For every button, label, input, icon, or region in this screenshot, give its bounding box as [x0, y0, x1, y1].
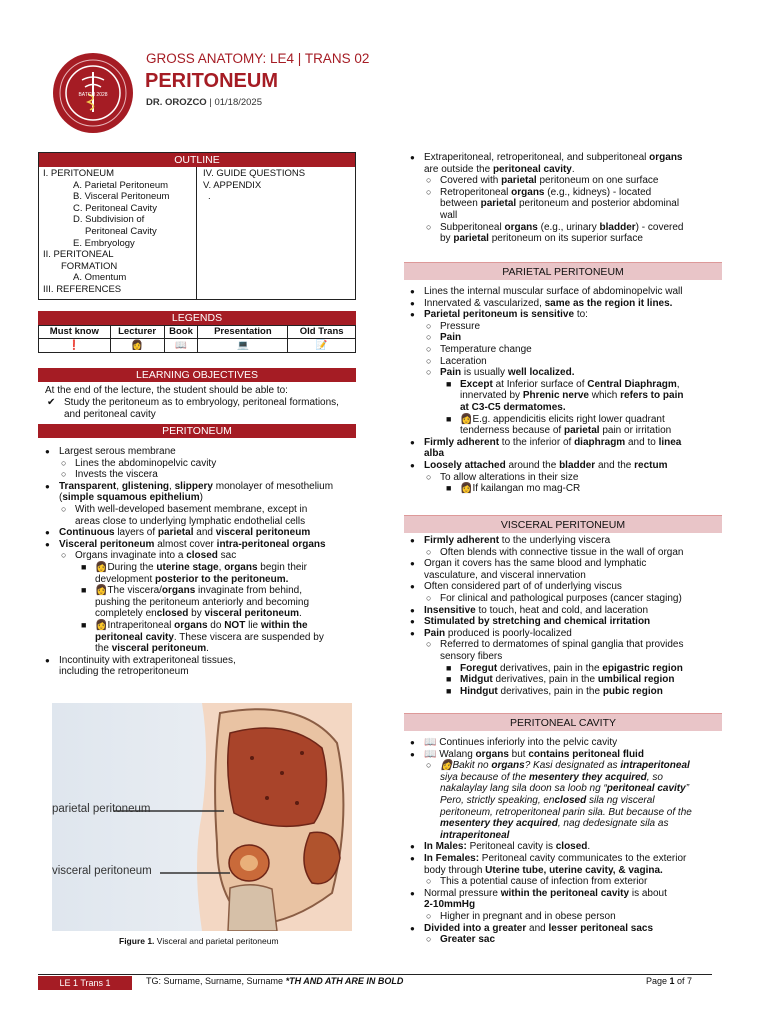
page-title: PERITONEUM — [145, 70, 278, 92]
bullet-marker: ○ — [426, 593, 432, 603]
outline-right-column — [203, 168, 305, 203]
list-item: Visceral peritoneum almost cover intra-peritoneal organs — [59, 538, 326, 550]
list-item: Lines the abdominopelvic cavity — [75, 457, 217, 469]
outline-box — [38, 152, 356, 300]
list-item: wall — [440, 210, 458, 221]
list-item: Incontinuity with extraperitoneal tissues, — [59, 654, 236, 666]
list-item: (simple squamous epithelium) — [59, 492, 203, 504]
bullet-marker: ● — [45, 481, 50, 491]
list-item: development posterior to the peritoneum. — [95, 573, 289, 585]
list-item: Normal pressure within the peritoneal cavity is about — [424, 887, 667, 899]
bullet-marker: ● — [410, 888, 415, 898]
list-item: including the retroperitoneum — [59, 666, 189, 678]
outline-item: V. APPENDIX — [203, 179, 262, 191]
legend-header: Lecturer — [110, 326, 164, 339]
list-item: siya because of the mesentery they acquired, so — [440, 771, 663, 783]
doctor-name: DR. OROZCO — [146, 97, 207, 108]
list-item: For clinical and pathological purposes (cancer staging) — [440, 593, 682, 604]
outline-divider — [196, 167, 197, 300]
legend-header: Presentation — [198, 326, 288, 339]
bullet-marker: ○ — [426, 355, 432, 366]
footer-rule — [38, 974, 712, 975]
bullet-marker: ○ — [61, 469, 67, 480]
list-item: are outside the peritoneal cavity. — [424, 163, 575, 175]
list-item: 📖 Continues inferiorly into the pelvic cavity — [424, 737, 618, 748]
bullet-marker: ● — [410, 559, 415, 569]
lecture-date: | 01/18/2025 — [206, 97, 262, 108]
bullet-marker: ○ — [426, 546, 432, 557]
bullet-marker: ● — [410, 738, 415, 747]
outline-item: D. Subdivision of — [73, 214, 145, 226]
bullet-marker: ● — [410, 628, 415, 638]
parietal-label: parietal peritoneum — [52, 803, 151, 815]
footer-page-num: 1 — [669, 976, 675, 986]
list-item: Covered with parietal peritoneum on one surface — [440, 175, 659, 187]
legend-icon: 💻 — [198, 339, 288, 353]
section-visceral-peritoneum: VISCERAL PERITONEUM — [404, 515, 722, 533]
footer-transcribers — [146, 976, 403, 988]
legend-header: Old Trans — [288, 326, 356, 339]
legend-icon: ❗ — [39, 339, 111, 353]
section-peritoneal-cavity: PERITONEAL CAVITY — [404, 713, 722, 731]
list-item: peritoneal cavity. These viscera are suspended by — [95, 631, 324, 643]
bullet-marker: ○ — [426, 175, 432, 186]
list-item: Innervated & vascularized, same as the region it lines. — [424, 297, 673, 309]
bullet-marker: ● — [410, 923, 415, 933]
list-item: Divided into a greater and lesser peritoneal sacs — [424, 922, 654, 934]
list-item: tenderness because of parietal pain or irritation — [460, 425, 672, 437]
bullet-marker: ● — [45, 528, 50, 538]
bullet-marker: ● — [410, 617, 415, 627]
bullet-marker: ■ — [81, 562, 87, 572]
peritoneum-figure — [52, 703, 352, 931]
list-item: the visceral peritoneum. — [95, 643, 209, 655]
list-item: Continuous layers of parietal and visceral peritoneum — [59, 527, 311, 539]
bullet-marker: ● — [410, 582, 415, 592]
bullet-marker: ○ — [426, 221, 432, 232]
list-item: Except at Inferior surface of Central Diaphragm, — [460, 378, 680, 390]
list-item: Foregut derivatives, pain in the epigastric region — [460, 662, 683, 674]
list-item: vasculature, and visceral innervation — [424, 569, 586, 581]
bullet-marker: ● — [410, 298, 415, 308]
legend-icon: 📖 — [164, 339, 198, 353]
bullet-marker: ○ — [426, 186, 432, 197]
list-item: completely enclosed by visceral peritoneum. — [95, 608, 302, 620]
bullet-marker: ● — [45, 655, 50, 665]
list-item: To allow alterations in their size — [440, 471, 579, 483]
list-item: Invests the viscera — [75, 469, 158, 481]
footer-page-word: Page — [646, 976, 670, 986]
list-item: Organs invaginate into a closed sac — [75, 550, 237, 562]
bullet-marker: ● — [410, 461, 415, 470]
bullet-marker: ● — [410, 153, 415, 162]
list-item: Pero, strictly speaking, enclosed sila ng visceral — [440, 795, 655, 806]
list-item: Organ it covers has the same blood and lymphatic — [424, 558, 647, 570]
outline-item: IV. GUIDE QUESTIONS — [203, 168, 306, 179]
bullet-marker: ○ — [426, 760, 432, 771]
bullet-marker: ■ — [81, 620, 87, 630]
list-item: With well-developed basement membrane, except in — [75, 504, 308, 515]
list-item: 👩Intraperitoneal organs do NOT lie within the — [95, 620, 308, 631]
bullet-marker: ○ — [426, 332, 432, 343]
list-item: Parietal peritoneum is sensitive to: — [424, 309, 588, 321]
list-item: Lines the internal muscular surface of abdominopelvic wall — [424, 286, 683, 297]
visceral-label: visceral peritoneum — [52, 865, 152, 877]
list-item: 📖 Walang organs but contains peritoneal fluid — [424, 748, 644, 760]
footer-tg: TG: Surname, Surname, Surname — [146, 976, 286, 986]
bullet-marker: ○ — [426, 471, 432, 482]
list-item: body through Uterine tube, uterine cavity, & vagina. — [424, 864, 663, 876]
list-item: Retroperitoneal organs (e.g., kidneys) - located — [440, 186, 652, 198]
bullet-marker: ● — [410, 536, 415, 545]
outline-item: III. REFERENCES — [43, 283, 122, 295]
outline-item: A. Parietal Peritoneum — [73, 179, 169, 191]
list-item: Often blends with connective tissue in the wall of organ — [440, 546, 684, 558]
footer-page-of: of 7 — [674, 976, 693, 986]
bullet-marker: ○ — [426, 876, 432, 887]
bullet-marker: ● — [410, 842, 415, 852]
outline-item: II. PERITONEAL — [43, 249, 114, 261]
section-peritoneum: PERITONEUM — [38, 424, 356, 438]
bullet-marker: ■ — [446, 413, 452, 424]
outline-item: . — [208, 191, 211, 203]
list-item: by parietal peritoneum on its superior surface — [440, 233, 643, 245]
list-item: 👩Bakit no organs? Kasi designated as intraperitoneal — [440, 760, 690, 772]
list-item: Laceration — [440, 355, 487, 367]
legends-table — [38, 325, 356, 353]
list-item: In Males: Peritoneal cavity is closed. — [424, 841, 591, 853]
bullet-marker: ■ — [446, 685, 452, 696]
list-item: Pain is usually well localized. — [440, 367, 575, 379]
list-item: Pain produced is poorly-localized — [424, 627, 572, 639]
list-item: Midgut derivatives, pain in the umbilical region — [460, 674, 675, 686]
list-item: sensory fibers — [440, 651, 503, 662]
check-icon: ✔ — [47, 397, 56, 408]
bullet-marker: ○ — [61, 457, 67, 468]
bullet-marker: ○ — [426, 367, 432, 378]
list-item: Pain — [440, 332, 462, 344]
list-item: 👩During the uterine stage, organs begin their — [95, 562, 308, 573]
outline-item: FORMATION — [61, 260, 118, 272]
list-item: 👩E.g. appendicitis elicits right lower quadrant — [460, 413, 665, 425]
list-item: Hindgut derivatives, pain in the pubic region — [460, 685, 663, 697]
legend-icon: 👩 — [110, 339, 164, 353]
bullet-marker: ○ — [426, 934, 432, 945]
outline-item: I. PERITONEUM — [43, 168, 115, 179]
figure-caption-text: Visceral and parietal peritoneum — [154, 936, 279, 946]
figure-caption — [119, 936, 279, 948]
bullet-marker: ○ — [426, 344, 432, 354]
list-item: 👩If kailangan mo mag-CR — [460, 483, 581, 495]
legend-header: Book — [164, 326, 198, 339]
list-item: Insensitive to touch, heat and cold, and laceration — [424, 604, 649, 616]
bullet-marker: ■ — [446, 674, 452, 685]
list-item: Often considered part of of underlying viscus — [424, 581, 622, 593]
bullet-marker: ○ — [426, 911, 432, 921]
list-item: alba — [424, 448, 445, 460]
list-item: Greater sac — [440, 934, 496, 946]
outline-item: Peritoneal Cavity — [85, 225, 157, 237]
bullet-marker: ■ — [446, 483, 452, 494]
list-item: 👩The viscera/organs invaginate from behind, — [95, 585, 302, 597]
doctor-date — [146, 97, 262, 109]
outline-title: OUTLINE — [39, 153, 355, 167]
bullet-marker: ● — [45, 539, 50, 549]
list-item: peritoneum, retroperitoneal parin sila. But because of the — [440, 806, 692, 818]
list-item: between parietal peritoneum and posterior abdominal — [440, 198, 680, 210]
list-item: Stimulated by stretching and chemical irritation — [424, 616, 651, 628]
section-learning-objectives: LEARNING OBJECTIVES — [38, 368, 356, 382]
bullet-marker: ■ — [446, 662, 452, 673]
list-item: Temperature change — [440, 344, 532, 355]
list-item: This a potential cause of infection from exterior — [440, 876, 648, 888]
bullet-marker: ● — [410, 437, 415, 447]
list-item: innervated by Phrenic nerve which refers to pain — [460, 390, 684, 402]
list-item: Pressure — [440, 320, 481, 332]
bullet-marker: ○ — [61, 504, 67, 514]
lo-item-line1: Study the peritoneum as to embryology, peritoneal formations, — [64, 397, 339, 408]
list-item: Firmly adherent to the underlying viscera — [424, 535, 611, 546]
legend-header: Must know — [39, 326, 111, 339]
outline-item: E. Embryology — [73, 237, 135, 249]
list-item: 2-10mmHg — [424, 899, 476, 911]
bullet-marker: ○ — [61, 550, 67, 561]
list-item: areas close to underlying lymphatic endothelial cells — [75, 515, 306, 527]
list-item: Largest serous membrane — [59, 446, 176, 457]
bullet-marker: ● — [410, 287, 415, 296]
figure-number: Figure 1. — [119, 936, 155, 946]
bullet-marker: ■ — [446, 378, 452, 389]
list-item: Referred to dermatomes of spinal ganglia that provides — [440, 639, 684, 651]
bullet-marker: ■ — [81, 585, 87, 596]
bullet-marker: ● — [410, 605, 415, 615]
list-item: nakalaylay lang sila doon sa loob ng “peritoneal cavity” — [440, 783, 690, 795]
bullet-marker: ● — [45, 447, 50, 456]
outline-item: A. Omentum — [73, 272, 127, 284]
list-item: mesentery they acquired, nag dedesignate sila as — [440, 818, 669, 830]
bullet-marker: ● — [410, 854, 415, 863]
bullet-marker: ● — [410, 310, 415, 320]
list-item: Higher in pregnant and in obese person — [440, 911, 616, 922]
legend-icon: 📝 — [288, 339, 356, 353]
list-item: Firmly adherent to the inferior of diaphragm and to linea — [424, 436, 682, 448]
footer-trans-tab: LE 1 Trans 1 — [38, 976, 132, 990]
footer-tg-note: *TH AND ATH ARE IN BOLD — [285, 976, 404, 986]
bullet-marker: ○ — [426, 639, 432, 650]
outline-left-column — [43, 168, 169, 296]
lo-item-line2: and peritoneal cavity — [64, 409, 156, 420]
legends-title: LEGENDS — [38, 311, 356, 325]
course-header: GROSS ANATOMY: LE4 | TRANS 02 — [146, 51, 370, 66]
section-parietal-peritoneum: PARIETAL PERITONEUM — [404, 262, 722, 280]
list-item: Subperitoneal organs (e.g., urinary bladder) - covered — [440, 221, 684, 233]
list-item: In Females: Peritoneal cavity communicates to the exterior — [424, 853, 687, 864]
list-item: intraperitoneal — [440, 829, 510, 841]
lo-intro: At the end of the lecture, the student should be able to: — [45, 385, 288, 396]
logo-text: BATCH 2028 — [78, 92, 108, 98]
bullet-marker: ● — [410, 749, 415, 759]
list-item: Transparent, glistening, slippery monolayer of mesothelium — [59, 480, 334, 492]
outline-item: B. Visceral Peritoneum — [73, 191, 170, 203]
footer-page — [646, 976, 692, 988]
batch-logo — [52, 52, 134, 134]
outline-item: C. Peritoneal Cavity — [73, 202, 157, 214]
bullet-marker: ○ — [426, 320, 432, 331]
list-item: at C3-C5 dermatomes. — [460, 402, 566, 413]
list-item: pushing the peritoneum anteriorly and becoming — [95, 596, 310, 608]
list-item: Loosely attached around the bladder and the rectum — [424, 460, 668, 471]
list-item: Extraperitoneal, retroperitoneal, and subperitoneal organs — [424, 152, 683, 163]
